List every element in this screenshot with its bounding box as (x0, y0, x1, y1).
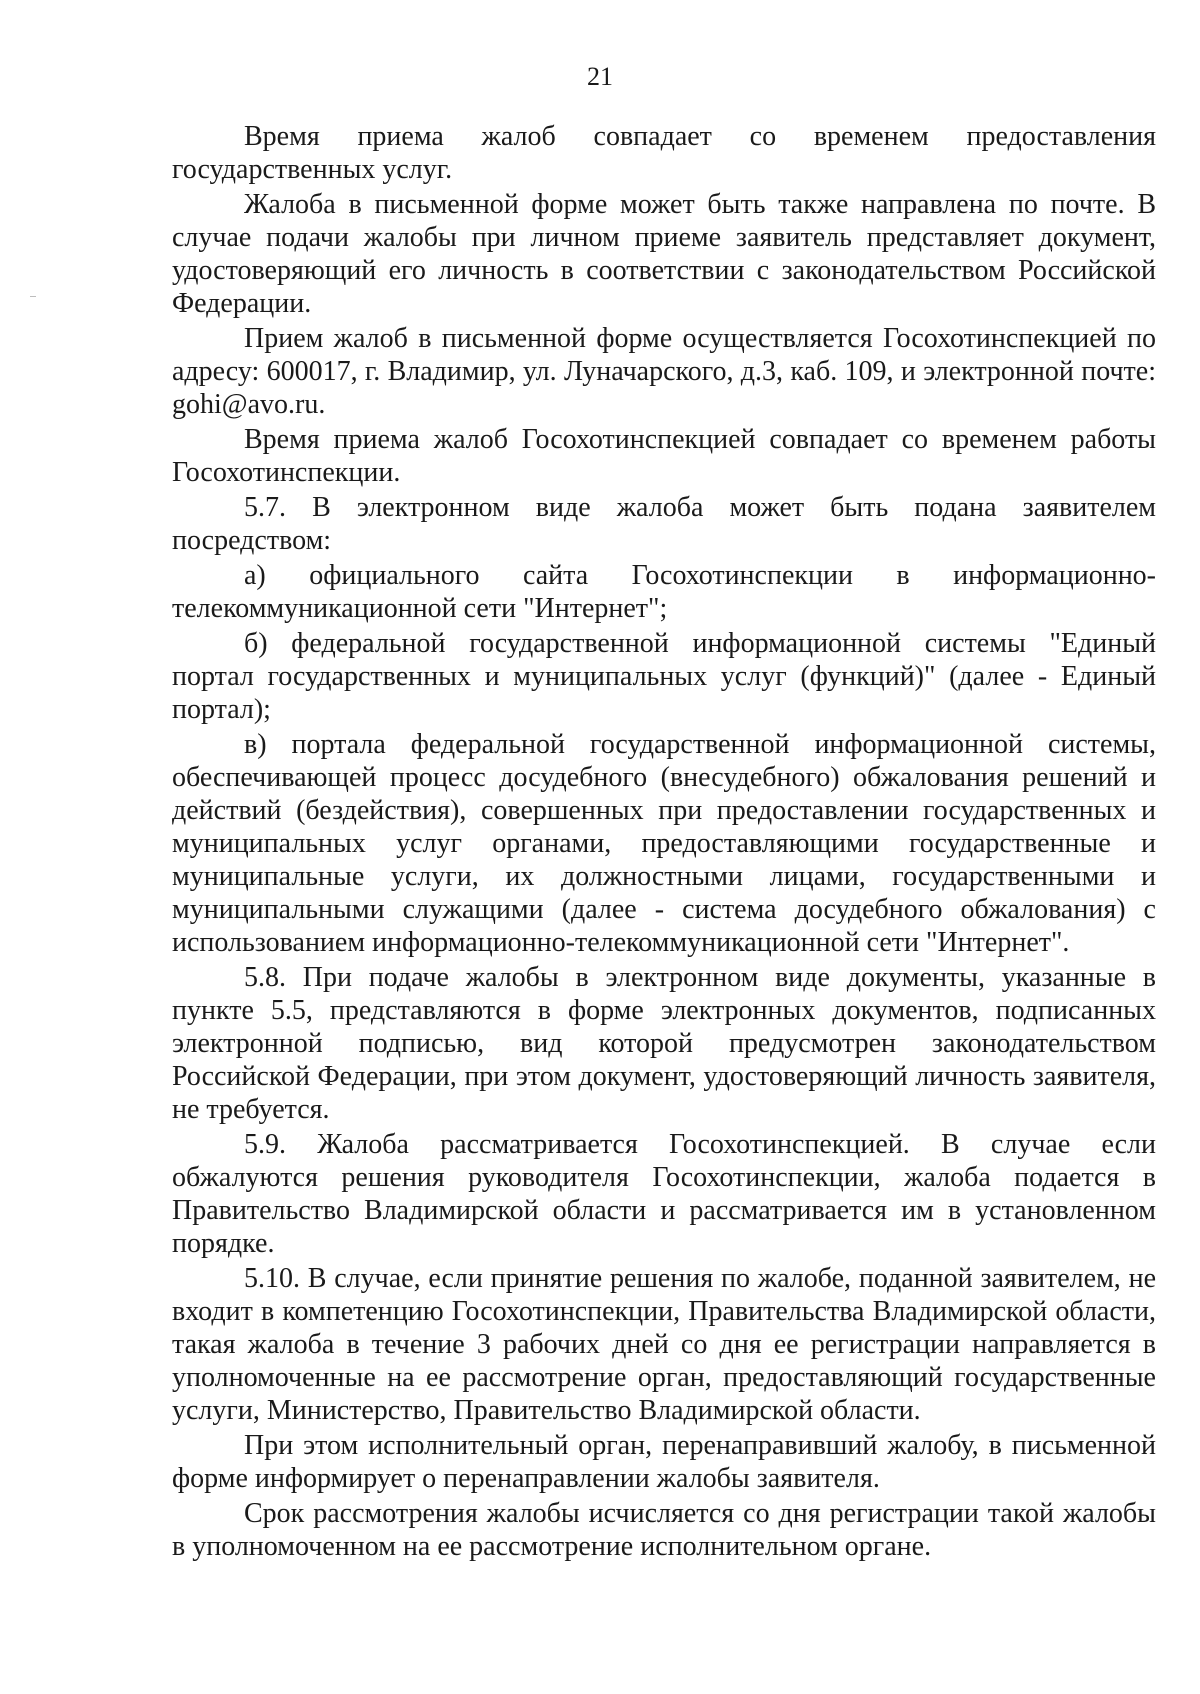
paragraph-complaint-working-hours: Время приема жалоб Госохотинспекцией совпадает со временем работы Госохотинспекции. (172, 424, 1156, 488)
paragraph-review-period: Срок рассмотрения жалобы исчисляется со дня регистрации такой жалобы в уполномоченном на ее рассмотрение исполнительном органе. (172, 1498, 1156, 1562)
page-number: 21 (587, 62, 613, 91)
paragraph-5-7-b: б) федеральной государственной информационной системы "Единый портал государственных и муниципальных услуг (функций)" (далее - Единый портал); (172, 628, 1156, 725)
paragraph-5-9: 5.9. Жалоба рассматривается Госохотинспекцией. В случае если обжалуются решения руководителя Госохотинспекции, жалоба подается в Правительство Владимирской области и рассматривается им в установленном порядке. (172, 1129, 1156, 1259)
paragraph-complaint-time: Время приема жалоб совпадает со временем предоставления государственных услуг. (172, 121, 1156, 185)
scan-artifact (30, 296, 36, 297)
paragraph-5-10: 5.10. В случае, если принятие решения по жалобе, поданной заявителем, не входит в компетенцию Госохотинспекции, Правительства Владимирской области, такая жалоба в течение 3 рабочих дней со дня ее регистрации направляется в уполномоченные на ее рассмотрение орган, предоставляющий государственные услуги, Министерство, Правительство Владимирской области. (172, 1263, 1156, 1426)
paragraph-redirect-notice: При этом исполнительный орган, перенаправивший жалобу, в письменной форме информирует о перенаправлении жалобы заявителя. (172, 1430, 1156, 1494)
paragraph-5-8: 5.8. При подаче жалобы в электронном виде документы, указанные в пункте 5.5, представляются в форме электронных документов, подписанных электронной подписью, вид которой предусмотрен законодательством Российской Федерации, при этом документ, удостоверяющий личность заявителя, не требуется. (172, 962, 1156, 1125)
paragraph-5-7-v: в) портала федеральной государственной информационной системы, обеспечивающей процесс досудебного (внесудебного) обжалования решений и действий (бездействия), совершенных при предоставлении государственных и муниципальных услуг органами, предоставляющими государственные и муниципальные услуги, их должностными лицами, государственными и муниципальными служащими (далее - система досудебного обжалования) с использованием информационно-телекоммуникационной сети "Интернет". (172, 729, 1156, 958)
paragraph-written-complaint-address: Прием жалоб в письменной форме осуществляется Госохотинспекцией по адресу: 600017, г. Владимир, ул. Луначарского, д.3, каб. 109, и электронной почте: gohi@avo.ru. (172, 323, 1156, 420)
paragraph-5-7: 5.7. В электронном виде жалоба может быть подана заявителем посредством: (172, 492, 1156, 556)
paragraph-5-7-a: а) официального сайта Госохотинспекции в информационно-телекоммуникационной сети "Интернет"; (172, 560, 1156, 624)
paragraph-postal-complaint: Жалоба в письменной форме может быть также направлена по почте. В случае подачи жалобы при личном приеме заявитель представляет документ, удостоверяющий его личность в соответствии с законодательством Российской Федерации. (172, 189, 1156, 319)
document-body (172, 120, 1156, 1565)
